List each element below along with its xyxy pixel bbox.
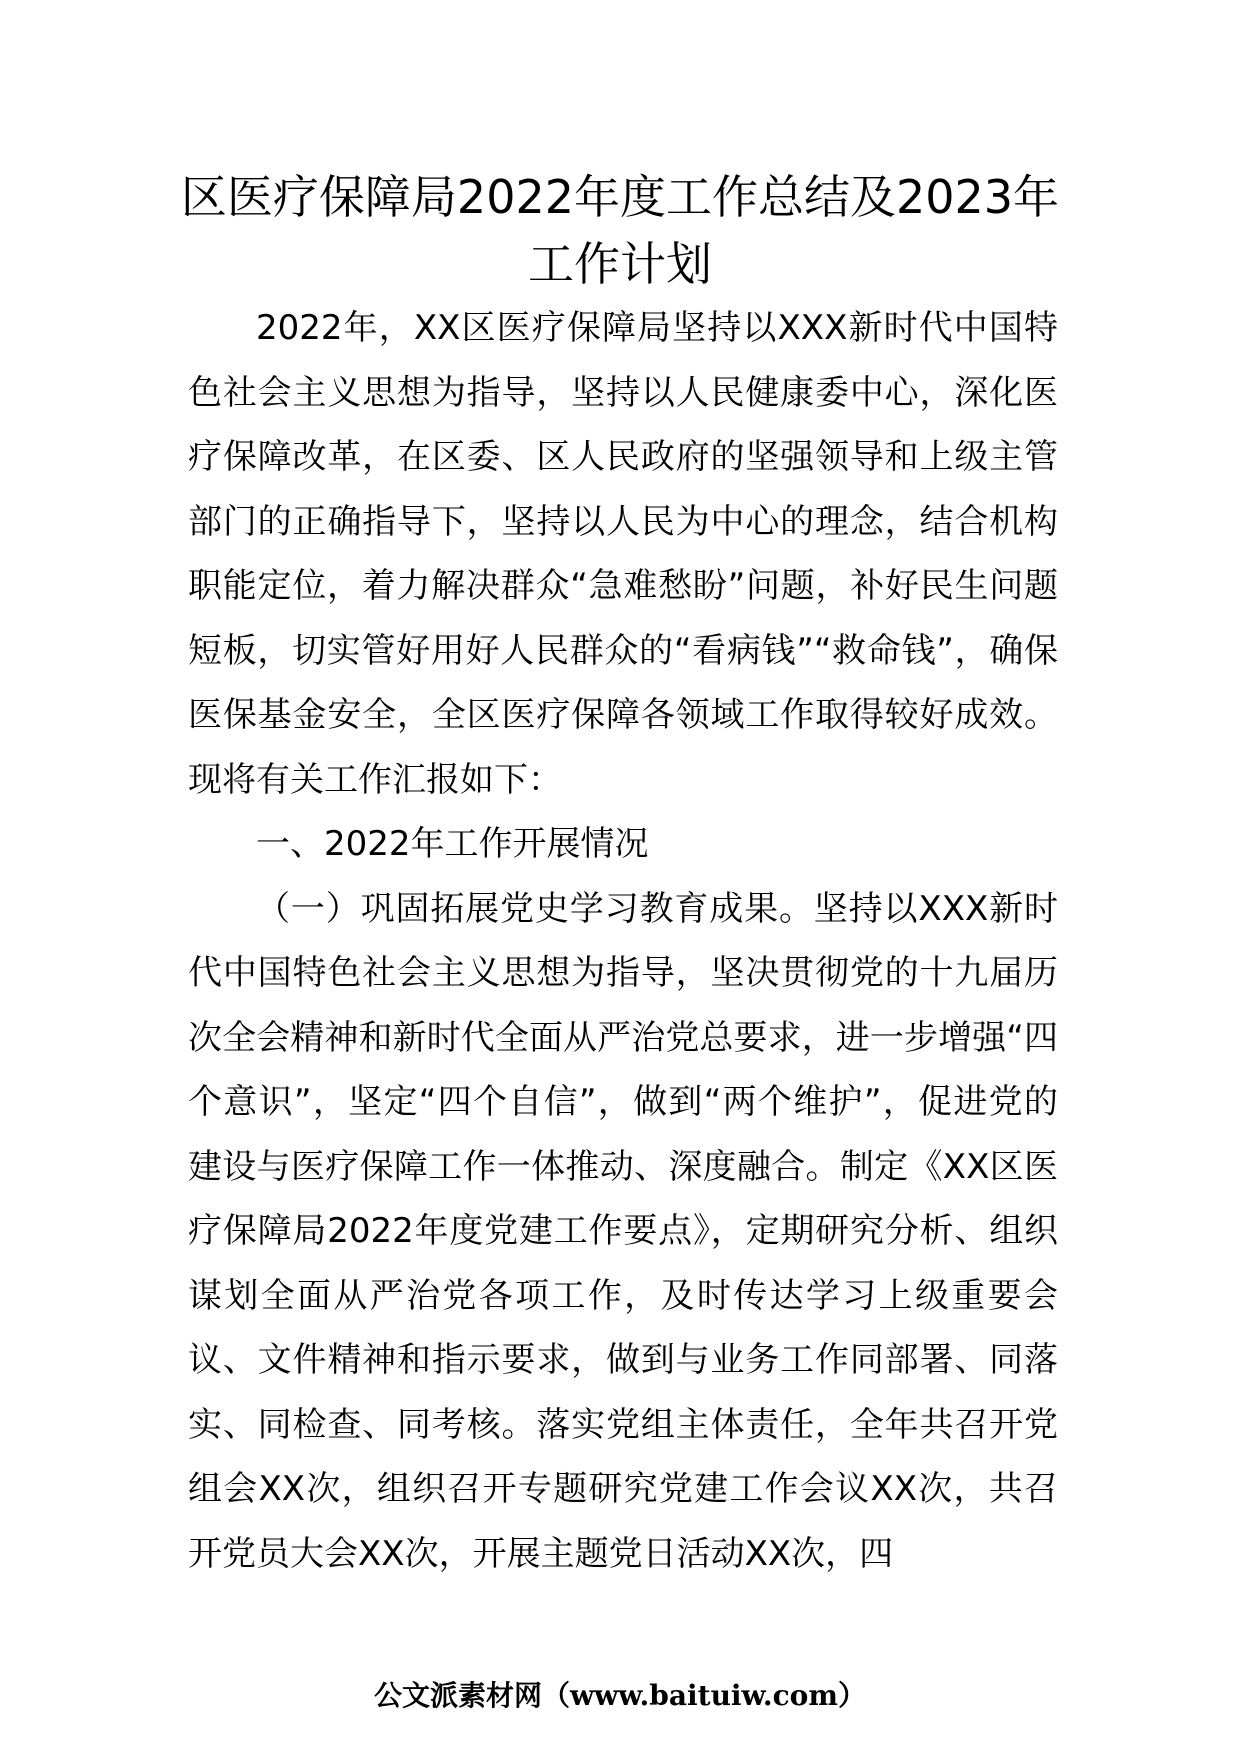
section-heading-1: 一、2022年工作开展情况 xyxy=(256,824,649,864)
subsection-paragraph-1: （一）巩固拓展党史学习教育成果。坚持以XXX新时代中国特色社会主义思想为指导，坚决贯彻党的十九届历次全会精神和新时代全面从严治党总要求，进一步增强“四个意识”，坚定“四个自信”，做到“两个维护”，促进党的建设与医疗保障工作一体推动、深度融合。制定《XX区医疗保障局2022年度党建工作要点》，定期研究分析、组织谋划全面从严治党各项工作，及时传达学习上级重要会议、文件精神和指示要求，做到与业务工作同部署、同落实、同检查、同考核。落实党组主体责任，全年共召开党组会XX次，组织召开专题研究党建工作会议XX次，共召开党员大会XX次，开展主题党日活动XX次，四 xyxy=(188,888,1058,1574)
footer-watermark: 公文派素材网（www.baituiw.com） xyxy=(374,1679,866,1712)
document-title-line-2: 工作计划 xyxy=(528,237,712,291)
document-body xyxy=(188,296,1058,1586)
intro-paragraph: 2022年，XX区医疗保障局坚持以XXX新时代中国特色社会主义思想为指导，坚持以人民健康委中心，深化医疗保障改革，在区委、区人民政府的坚强领导和上级主管部门的正确指导下，坚持以人民为中心的理念，结合机构职能定位，着力解决群众“急难愁盼”问题，补好民生问题短板，切实管好用好人民群众的“看病钱”“救命钱”，确保医保基金安全，全区医疗保障各领域工作取得较好成效。现将有关工作汇报如下： xyxy=(188,308,1058,800)
document-title-line-1: 区医疗保障局2022年度工作总结及2023年 xyxy=(180,170,1060,224)
